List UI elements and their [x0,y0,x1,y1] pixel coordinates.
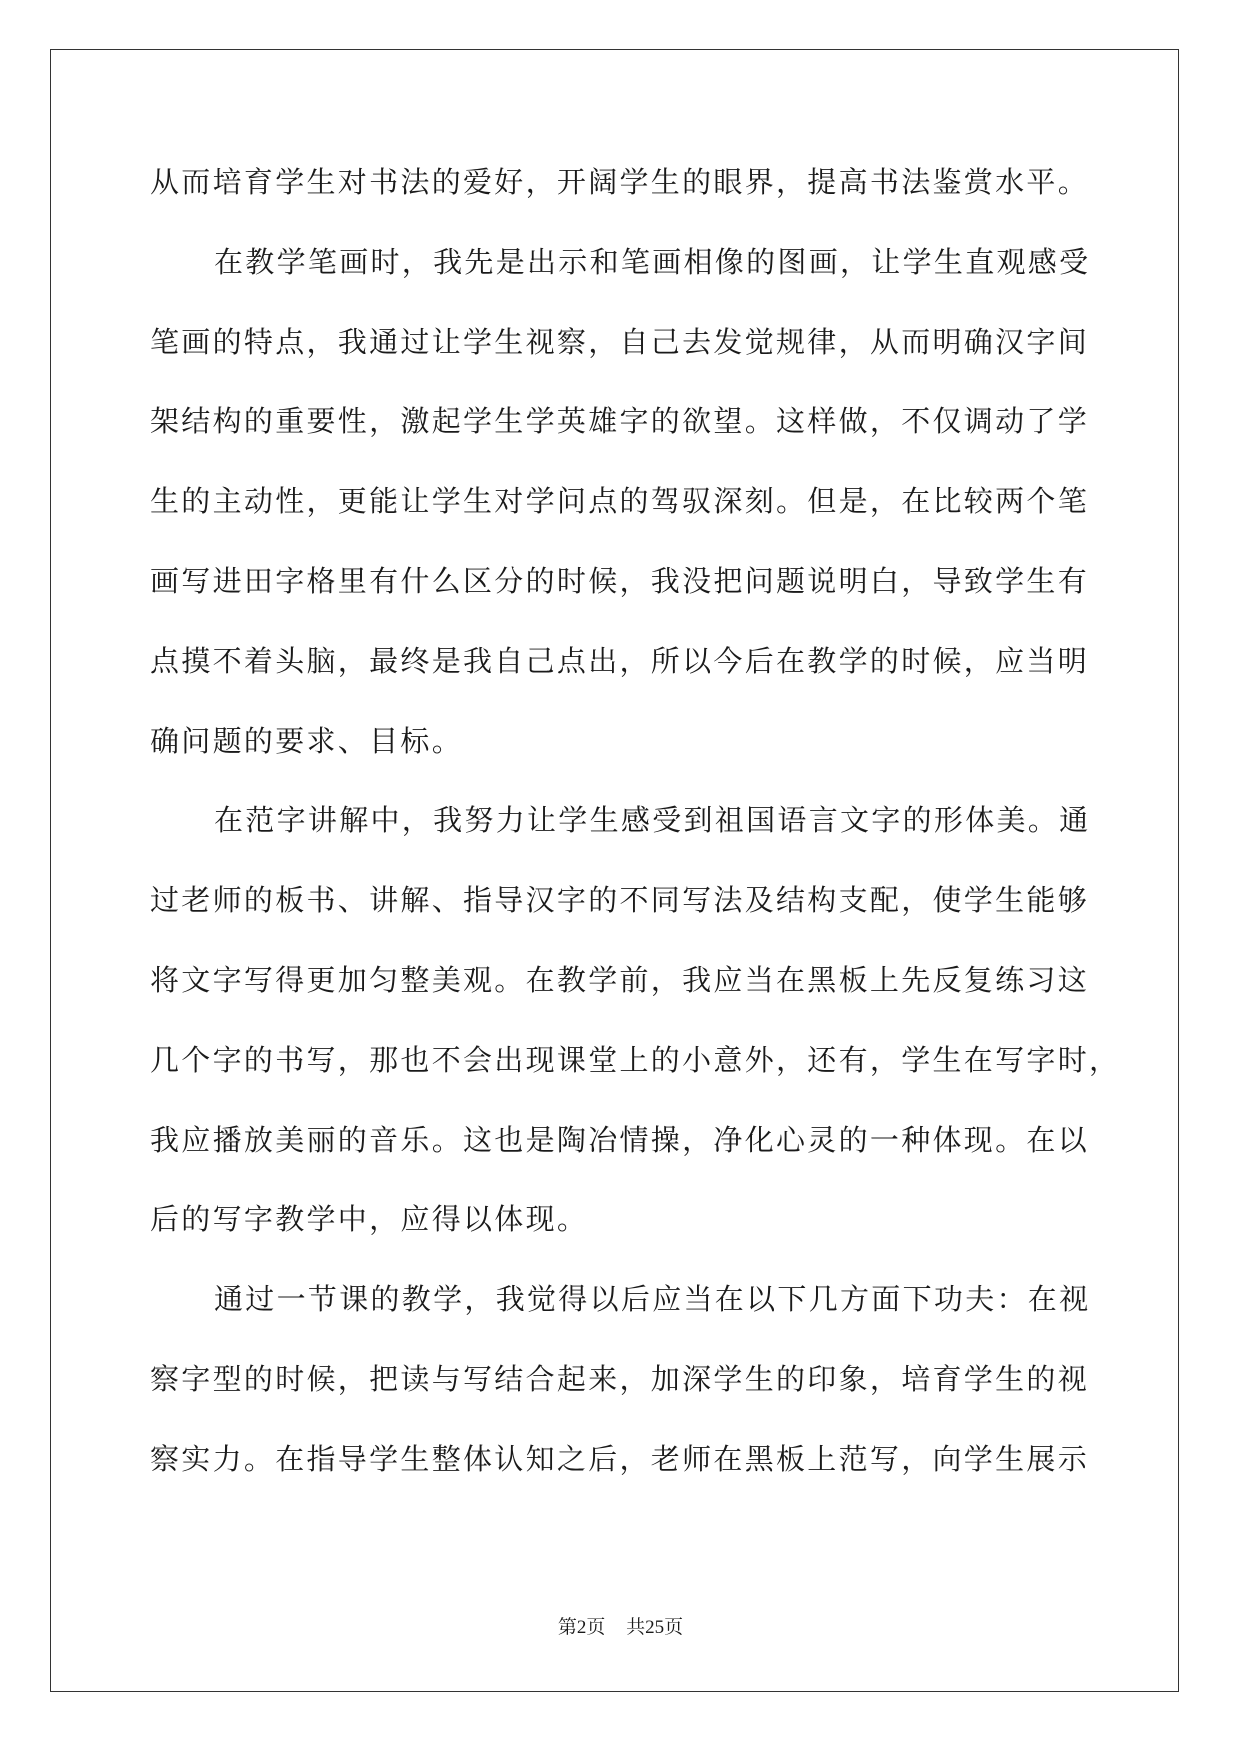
text-line: 生的主动性，更能让学生对学问点的驾驭深刻。但是，在比较两个笔 [150,484,1090,519]
text-line: 笔画的特点，我通过让学生视察，自己去发觉规律，从而明确汉字间 [150,324,1090,359]
text-line: 察实力。在指导学生整体认知之后，老师在黑板上范写，向学生展示 [150,1441,1090,1476]
text-line: 从而培育学生对书法的爱好，开阔学生的眼界，提高书法鉴赏水平。 [150,165,1090,199]
text-line: 我应播放美丽的音乐。这也是陶冶情操，净化心灵的一种体现。在以 [150,1122,1090,1157]
text-line: 几个字的书写，那也不会出现课堂上的小意外，还有，学生在写字时， [150,1042,1121,1077]
page-total: 共25页 [626,1617,684,1638]
text-line: 将文字写得更加匀整美观。在教学前，我应当在黑板上先反复练习这 [150,962,1090,997]
document-body [150,162,1121,1519]
text-line: 架结构的重要性，激起学生学英雄字的欲望。这样做，不仅调动了学 [150,404,1090,439]
text-line: 确问题的要求、目标。 [150,723,464,758]
text-line: 画写进田字格里有什么区分的时候，我没把问题说明白，导致学生有 [150,563,1090,598]
page-footer [0,1612,1241,1639]
text-line: 点摸不着头脑，最终是我自己点出，所以今后在教学的时候，应当明 [150,643,1090,678]
text-line: 过老师的板书、讲解、指导汉字的不同写法及结构支配，使学生能够 [150,883,1090,918]
text-line: 察字型的时候，把读与写结合起来，加深学生的印象，培育学生的视 [150,1361,1090,1396]
page-number: 第2页 [557,1617,606,1638]
paragraph-first-line: 在教学笔画时，我先是出示和笔画相像的图画，让学生直观感受 [214,244,1091,279]
paragraph-first-line: 在范字讲解中，我努力让学生感受到祖国语言文字的形体美。通 [214,803,1091,838]
paragraph-first-line: 通过一节课的教学，我觉得以后应当在以下几方面下功夫：在视 [214,1282,1091,1317]
text-line: 后的写字教学中，应得以体现。 [150,1202,589,1237]
